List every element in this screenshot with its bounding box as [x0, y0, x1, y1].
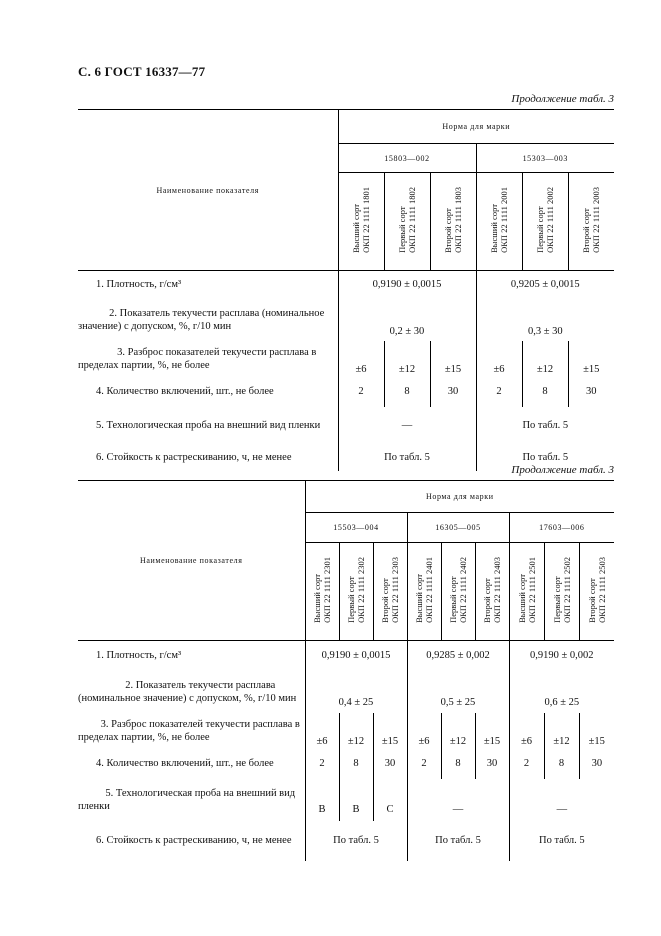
- table-cell: В: [305, 779, 339, 821]
- sort-header: Высший сорт ОКП 22 1111 2401: [407, 543, 441, 641]
- sort-header: Первый сорт ОКП 22 1111 2402: [441, 543, 475, 641]
- table-cell: С: [373, 779, 407, 821]
- row-label: 2. Показатель текучести расплава (номинальное значение) с допуском, %, г/10 мин: [78, 307, 325, 332]
- table-cell: 2: [338, 377, 384, 407]
- table-cell: ±6: [305, 713, 339, 749]
- table-row: [78, 299, 614, 341]
- table-cell: 2: [476, 377, 522, 407]
- indicator-header: Наименование показателя: [78, 481, 305, 641]
- row-label: 4. Количество включений, шт., не более: [96, 386, 274, 397]
- row-label: 3. Разброс показателей текучести расплава в пределах партии, %, не более: [78, 718, 300, 743]
- table-cell: По табл. 5: [305, 821, 407, 861]
- sort-header: Высший сорт ОКП 22 1111 2001: [476, 173, 522, 271]
- table-cell: 2: [305, 749, 339, 779]
- table-cell: ±6: [476, 341, 522, 377]
- row-label: 5. Технологическая проба на внешний вид пленки: [78, 787, 296, 812]
- table-2: [78, 480, 614, 861]
- brand-header: 17603—006: [509, 513, 614, 543]
- table-cell: ±15: [373, 713, 407, 749]
- table-row: [78, 713, 614, 749]
- indicator-header: Наименование показателя: [78, 110, 338, 271]
- sort-header: Первый сорт ОКП 22 1111 2502: [544, 543, 579, 641]
- table-row: [78, 341, 614, 377]
- table-cell: ±15: [568, 341, 614, 377]
- table-cell: 2: [407, 749, 441, 779]
- table-cell: ±12: [339, 713, 373, 749]
- brand-header: 15803—002: [338, 144, 476, 173]
- row-label: 6. Стойкость к растрескиванию, ч, не менее: [96, 835, 292, 846]
- table-row: [78, 641, 614, 671]
- row-label: 5. Технологическая проба на внешний вид пленки: [96, 419, 321, 431]
- table-cell: 8: [384, 377, 430, 407]
- row-label: 3. Разброс показателей текучести расплава в пределах партии, %, не более: [78, 346, 317, 371]
- table-cell: 0,9285 ± 0,002: [407, 641, 509, 671]
- table-cell: 8: [522, 377, 568, 407]
- table-cell: ±15: [579, 713, 614, 749]
- sort-header: Первый сорт ОКП 22 1111 2002: [522, 173, 568, 271]
- table-cell: 0,2 ± 30: [338, 299, 476, 341]
- row-label: 2. Показатель текучести расплава (номинальное значение) с допуском, %, г/10 мин: [78, 679, 297, 704]
- table-cell: 2: [509, 749, 544, 779]
- table-1: [78, 109, 614, 471]
- table-cell: 0,9205 ± 0,0015: [476, 271, 614, 299]
- table-cell: ±15: [430, 341, 476, 377]
- table-row: [78, 749, 614, 779]
- sort-header: Высший сорт ОКП 22 1111 2301: [305, 543, 339, 641]
- brand-header: 15503—004: [305, 513, 407, 543]
- table-cell: 30: [430, 377, 476, 407]
- table-row: [78, 377, 614, 407]
- table-row: [78, 671, 614, 713]
- table-row: [78, 271, 614, 299]
- row-label: 1. Плотность, г/см³: [96, 279, 182, 291]
- row-label: 4. Количество включений, шт., не более: [96, 758, 274, 769]
- table-cell: ±6: [407, 713, 441, 749]
- table-cell: 0,4 ± 25: [305, 671, 407, 713]
- table-cell: По табл. 5: [476, 407, 614, 444]
- table-cell: По табл. 5: [476, 444, 614, 471]
- continuation-label-1: Продолжение табл. 3: [511, 93, 614, 105]
- table-cell: 0,5 ± 25: [407, 671, 509, 713]
- table-cell: 30: [373, 749, 407, 779]
- table-cell: 0,3 ± 30: [476, 299, 614, 341]
- norm-header: Норма для марки: [305, 481, 614, 513]
- brand-header: 16305—005: [407, 513, 509, 543]
- page-header: С. 6 ГОСТ 16337—77: [78, 64, 206, 79]
- table-cell: ±12: [522, 341, 568, 377]
- sort-header: Второй сорт ОКП 22 1111 2403: [475, 543, 509, 641]
- table-row: [78, 779, 614, 821]
- table-cell: ±15: [475, 713, 509, 749]
- table-cell: 30: [568, 377, 614, 407]
- table-cell: —: [509, 779, 614, 821]
- continuation-label-2: Продолжение табл. 3: [511, 464, 614, 476]
- sort-header: Второй сорт ОКП 22 1111 2003: [568, 173, 614, 271]
- table-row: [78, 821, 614, 861]
- table-cell: 0,9190 ± 0,0015: [305, 641, 407, 671]
- row-label: 1. Плотность, г/см³: [96, 650, 182, 662]
- table-cell: 8: [544, 749, 579, 779]
- sort-header: Высший сорт ОКП 22 1111 1801: [338, 173, 384, 271]
- table-cell: ±12: [441, 713, 475, 749]
- table-cell: 0,9190 ± 0,002: [509, 641, 614, 671]
- table-cell: 0,9190 ± 0,0015: [338, 271, 476, 299]
- norm-header: Норма для марки: [338, 110, 614, 144]
- table-cell: 8: [441, 749, 475, 779]
- table-cell: По табл. 5: [509, 821, 614, 861]
- table-cell: 8: [339, 749, 373, 779]
- sort-header: Высший сорт ОКП 22 1111 2501: [509, 543, 544, 641]
- table-cell: 30: [475, 749, 509, 779]
- table-cell: По табл. 5: [407, 821, 509, 861]
- sort-header: Второй сорт ОКП 22 1111 2303: [373, 543, 407, 641]
- table-cell: 30: [579, 749, 614, 779]
- sort-header: Первый сорт ОКП 22 1111 2302: [339, 543, 373, 641]
- sort-header: Первый сорт ОКП 22 1111 1802: [384, 173, 430, 271]
- table-cell: ±6: [509, 713, 544, 749]
- table-cell: По табл. 5: [338, 444, 476, 471]
- table-cell: —: [407, 779, 509, 821]
- table-cell: 0,6 ± 25: [509, 671, 614, 713]
- table-cell: ±12: [384, 341, 430, 377]
- table-cell: ±12: [544, 713, 579, 749]
- table-cell: В: [339, 779, 373, 821]
- sort-header: Второй сорт ОКП 22 1111 2503: [579, 543, 614, 641]
- table-cell: —: [338, 407, 476, 444]
- table-row: [78, 407, 614, 444]
- sort-header: Второй сорт ОКП 22 1111 1803: [430, 173, 476, 271]
- brand-header: 15303—003: [476, 144, 614, 173]
- table-cell: ±6: [338, 341, 384, 377]
- row-label: 6. Стойкость к растрескиванию, ч, не менее: [96, 451, 292, 463]
